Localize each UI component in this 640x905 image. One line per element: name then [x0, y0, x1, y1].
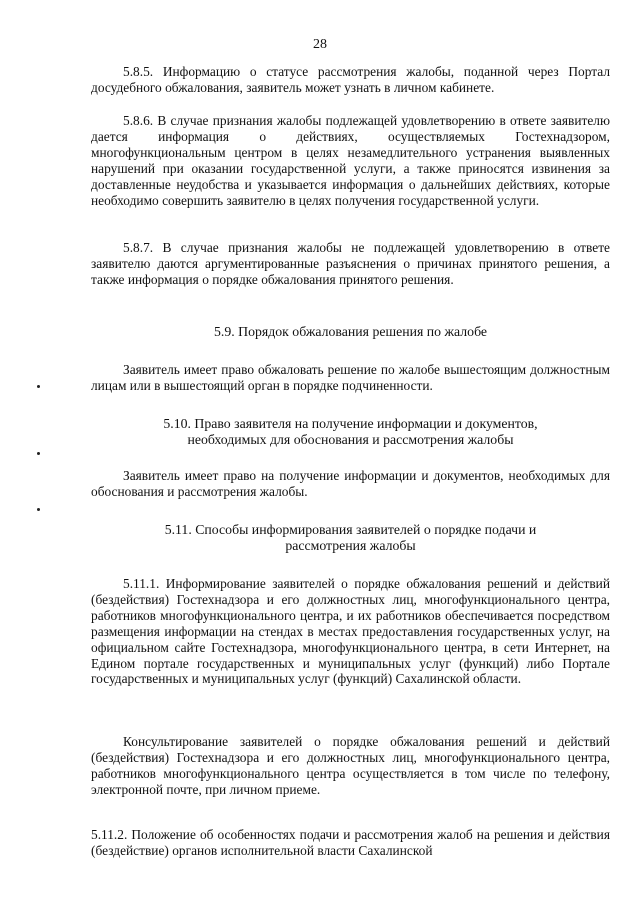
heading-5-11	[91, 522, 610, 554]
paragraph-5-11-2: 5.11.2. Положение об особенностях подачи и рассмотрения жалоб на решения и действия (бездействие) органов исполнительной власти Сахалинской	[91, 827, 610, 858]
paragraph-5-8-5: 5.8.5. Информацию о статусе рассмотрения жалобы, поданной через Портал досудебного обжалования, заявитель может узнать в личном кабинете.	[91, 64, 610, 95]
paragraph-5-8-7: 5.8.7. В случае признания жалобы не подлежащей удовлетворению в ответе заявителю даются аргументированные разъяснения о причинах принятого решения, а также информация о порядке обжалования принятого решения.	[91, 240, 610, 287]
scan-speck	[37, 385, 40, 388]
page-number: 28	[313, 37, 327, 52]
paragraph-consultation: Консультирование заявителей о порядке обжалования решений и действий (бездействия) Гостехнадзора и его должностных лиц, многофункционального центра, работников многофункционального центра осуществляется в том числе по телефону, электронной почте, при личном приеме.	[91, 734, 610, 797]
heading-5-10	[91, 416, 610, 448]
heading-5-11-line-2: рассмотрения жалобы	[285, 538, 416, 553]
paragraph-5-8-6: 5.8.6. В случае признания жалобы подлежащей удовлетворению в ответе заявителю дается информация о действиях, осуществляемых Гостехнадзором, многофункциональным центром в целях незамедлительного устранения выявленных нарушений при оказании государственной услуги, а также приносятся извинения за доставленные неудобства и указывается информация о дальнейших действиях, которые необходимо совершить заявителю в целях получения государственной услуги.	[91, 113, 610, 208]
heading-5-10-line-1: 5.10. Право заявителя на получение информации и документов,	[163, 416, 538, 431]
paragraph-5-11-1: 5.11.1. Информирование заявителей о порядке обжалования решений и действий (бездействия) Гостехнадзора и его должностных лиц, многофункционального центра, работников многофункционального центра, и их работников обеспечивается посредством размещения информации на стендах в местах предоставления государственных услуг, на официальном сайте Гостехнадзора, многофункционального центра, в сети Интернет, на Едином портале государственных и муниципальных услуг (функций) либо Портале государственных и муниципальных услуг (функций) Сахалинской области.	[91, 576, 610, 687]
scan-speck	[37, 508, 40, 511]
heading-5-9: 5.9. Порядок обжалования решения по жалобе	[213, 324, 488, 339]
scan-speck	[37, 452, 40, 455]
heading-5-11-line-1: 5.11. Способы информирования заявителей о порядке подачи и	[164, 522, 537, 537]
paragraph-5-9: Заявитель имеет право обжаловать решение по жалобе вышестоящим должностным лицам или в вышестоящий орган в порядке подчиненности.	[91, 362, 610, 393]
heading-5-10-line-2: необходимых для обоснования и рассмотрения жалобы	[187, 432, 514, 447]
paragraph-5-10: Заявитель имеет право на получение информации и документов, необходимых для обоснования и рассмотрения жалобы.	[91, 468, 610, 499]
